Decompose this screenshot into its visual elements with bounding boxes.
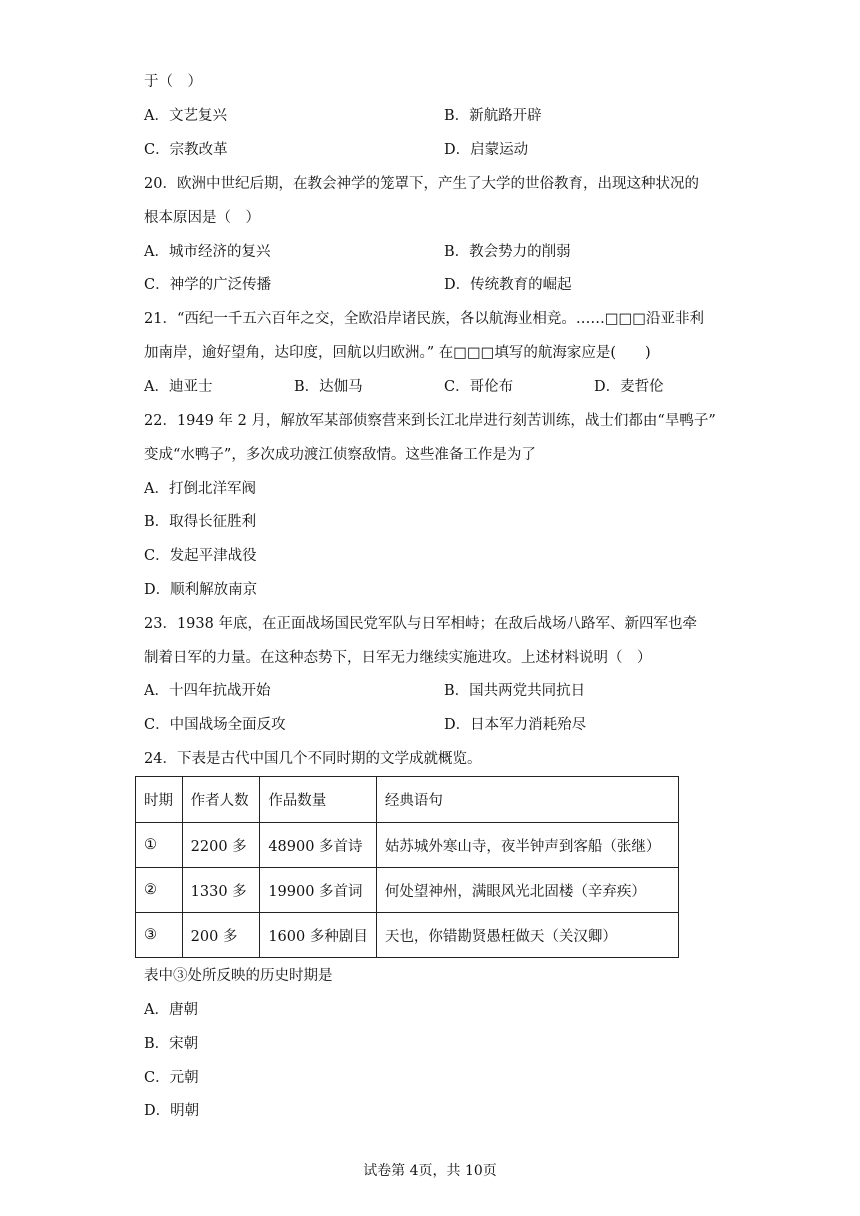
q19-option-d[interactable]: D．启蒙运动 [444,142,529,158]
q19-option-c[interactable]: C．宗教改革 [144,142,228,158]
header-work-count: 作品数量 [260,777,377,823]
q21-stem-line1: 21．“西纪一千五六百年之交，全欧沿岸诸民族，各以航海业相竞。……□□□沿亚非利 [144,311,704,327]
q20-option-a[interactable]: A．城市经济的复兴 [144,244,271,260]
q23-stem-line1: 23．1938 年底，在正面战场国民党军队与日军相峙；在敌后战场八路军、新四军也牵 [144,616,697,632]
q21-option-a[interactable]: A．迪亚士 [144,379,213,395]
q19-option-b[interactable]: B．新航路开辟 [444,108,542,124]
table-cell: ② [136,868,183,913]
table-row [136,823,679,868]
literature-table [135,776,679,958]
table-cell: 何处望神州，满眼风光北固楼（辛弃疾） [376,868,678,913]
q21-option-b[interactable]: B．达伽马 [294,379,363,395]
q22-option-b[interactable]: B．取得长征胜利 [144,514,257,530]
table-cell: 1330 多 [182,868,260,913]
header-classic-lines: 经典语句 [376,777,678,823]
q20-stem-line1: 20．欧洲中世纪后期，在教会神学的笼罩下，产生了大学的世俗教育，出现这种状况的 [144,176,699,192]
q21-stem-line2: 加南岸，逾好望角，达印度，回航以归欧洲。” 在□□□填写的航海家应是( ) [144,345,651,361]
q23-option-b[interactable]: B．国共两党共同抗日 [444,683,586,699]
q22-stem-line2: 变成“水鸭子”，多次成功渡江侦察敌情。这些准备工作是为了 [144,447,536,463]
table-cell: ③ [136,913,183,958]
q22-stem-line1: 22．1949 年 2 月，解放军某部侦察营来到长江北岸进行刻苦训练，战士们都由“旱鸭子” [144,413,716,429]
table-cell: ① [136,823,183,868]
q21-option-d[interactable]: D．麦哲伦 [594,379,664,395]
table-row [136,913,679,958]
table-cell: 200 多 [182,913,260,958]
q22-option-d[interactable]: D．顺利解放南京 [144,582,258,598]
header-period: 时期 [136,777,183,823]
q23-stem-line2: 制着日军的力量。在这种态势下，日军无力继续实施进攻。上述材料说明（ ） [144,650,652,666]
q24-option-b[interactable]: B．宋朝 [144,1036,199,1052]
table-row [136,868,679,913]
q23-option-c[interactable]: C．中国战场全面反攻 [144,717,286,733]
table-cell: 天也，你错勘贤愚枉做天（关汉卿） [376,913,678,958]
q19-option-a[interactable]: A．文艺复兴 [144,108,227,124]
table-cell: 2200 多 [182,823,260,868]
q19-stem-tail: 于（ ） [144,74,202,90]
table-header-row [136,777,679,823]
table-cell: 19900 多首词 [260,868,377,913]
q22-option-c[interactable]: C．发起平津战役 [144,548,257,564]
q24-question: 表中③处所反映的历史时期是 [144,968,333,984]
q23-option-a[interactable]: A．十四年抗战开始 [144,683,271,699]
q20-option-b[interactable]: B．教会势力的削弱 [444,244,571,260]
header-author-count: 作者人数 [182,777,260,823]
q24-option-d[interactable]: D．明朝 [144,1103,200,1119]
q20-option-d[interactable]: D．传统教育的崛起 [444,277,572,293]
q20-stem-line2: 根本原因是（ ） [144,210,260,226]
q24-option-a[interactable]: A．唐朝 [144,1002,198,1018]
table-cell: 姑苏城外寒山寺，夜半钟声到客船（张继） [376,823,678,868]
table-cell: 1600 多种剧目 [260,913,377,958]
page-footer: 试卷第 4页，共 10页 [363,1163,497,1179]
q20-option-c[interactable]: C．神学的广泛传播 [144,277,272,293]
q24-intro: 24．下表是古代中国几个不同时期的文学成就概览。 [144,751,482,767]
table-cell: 48900 多首诗 [260,823,377,868]
q23-option-d[interactable]: D．日本军力消耗殆尽 [444,717,587,733]
q21-option-c[interactable]: C．哥伦布 [444,379,514,395]
q22-option-a[interactable]: A．打倒北洋军阀 [144,481,256,497]
q24-option-c[interactable]: C．元朝 [144,1070,199,1086]
